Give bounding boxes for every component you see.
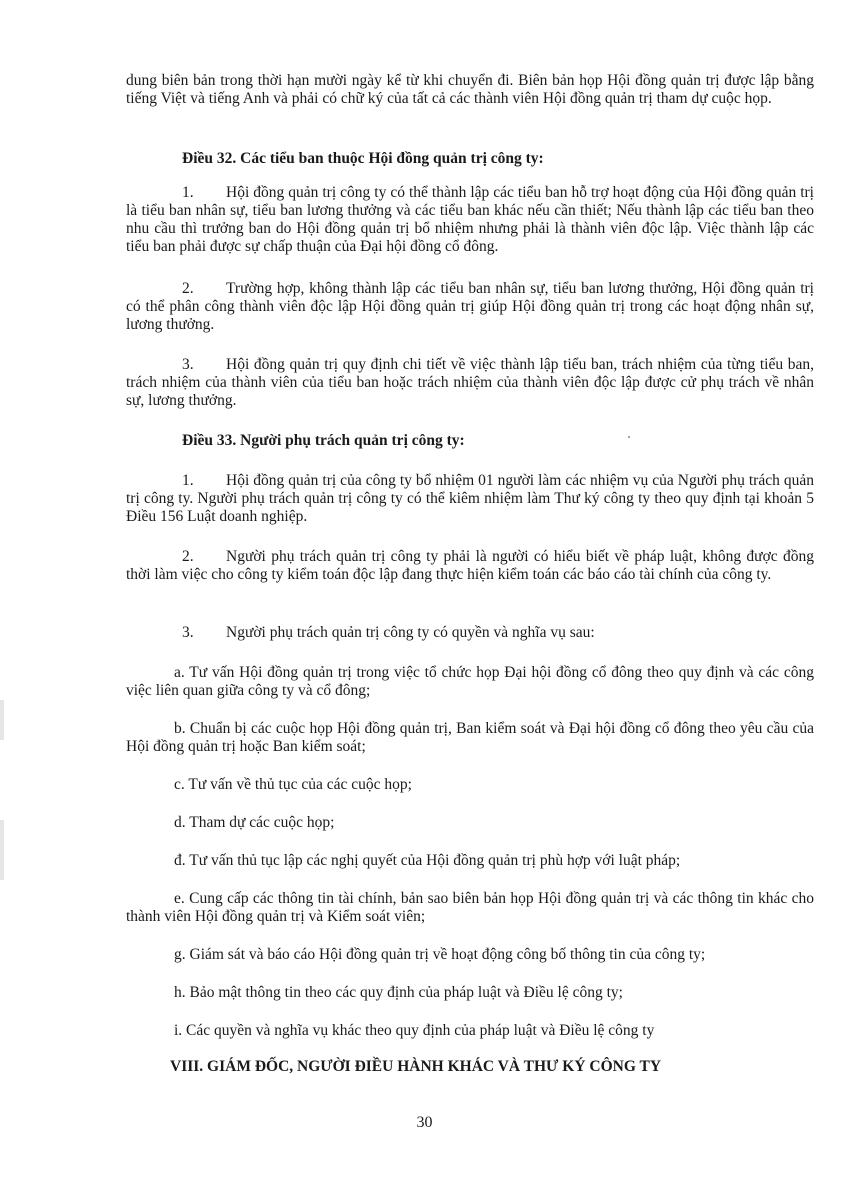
- item-text: Người phụ trách quản trị công ty phải là người có hiểu biết về pháp luật, không được đồng thời làm việc cho công ty kiểm toán độc lập đang thực hiện kiểm toán các báo cáo tài chính của công ty.: [126, 548, 814, 583]
- subitem-e: e. Cung cấp các thông tin tài chính, bản sao biên bản họp Hội đồng quản trị và các thông tin khác cho thành viên Hội đồng quản trị và Kiểm soát viên;: [126, 890, 814, 925]
- item-number: 1.: [182, 184, 194, 201]
- item-text: Người phụ trách quản trị công ty có quyền và nghĩa vụ sau:: [226, 624, 595, 641]
- subitem-g: g. Giám sát và báo cáo Hội đồng quản trị về hoạt động công bố thông tin của công ty;: [174, 946, 706, 963]
- subitem-i: i. Các quyền và nghĩa vụ khác theo quy định của pháp luật và Điều lệ công ty: [174, 1022, 655, 1039]
- scan-edge-mark: [0, 820, 4, 880]
- item-number: 2.: [182, 280, 194, 297]
- page-number: 30: [416, 1114, 433, 1131]
- article-32-item-3: [126, 356, 814, 410]
- item-number: 3.: [182, 624, 194, 641]
- item-text: Hội đồng quản trị công ty có thể thành lập các tiểu ban hỗ trợ hoạt động của Hội đồng quản trị là tiểu ban nhân sự, tiểu ban lương thưởng và các tiểu ban khác nếu cần thiết; Nếu thành lập các tiểu ban theo nhu cầu thì trưởng ban do Hội đồng quản trị bổ nhiệm nhưng phải là thành viên độc lập. Việc thành lập các tiểu ban phải được sự chấp thuận của Đại hội đồng cổ đông.: [126, 184, 814, 255]
- article-33-heading: Điều 33. Người phụ trách quản trị công ty:: [182, 432, 465, 449]
- subitem-d: d. Tham dự các cuộc họp;: [174, 814, 335, 831]
- scan-edge-mark: [0, 700, 4, 740]
- subitem-b: b. Chuẩn bị các cuộc họp Hội đồng quản trị, Ban kiểm soát và Đại hội đồng cổ đông theo yêu cầu của Hội đồng quản trị hoặc Ban kiểm soát;: [126, 720, 814, 755]
- subitem-a: a. Tư vấn Hội đồng quản trị trong việc tổ chức họp Đại hội đồng cổ đông theo quy định và các công việc liên quan giữa công ty và cổ đông;: [126, 664, 814, 699]
- article-33-item-3: [126, 624, 814, 642]
- article-33-item-1: [126, 472, 814, 526]
- article-33-item-2: [126, 548, 814, 584]
- item-number: 3.: [182, 356, 194, 373]
- subitem-dd: đ. Tư vấn thủ tục lập các nghị quyết của Hội đồng quản trị phù hợp với luật pháp;: [174, 852, 681, 869]
- article-32-heading: Điều 32. Các tiểu ban thuộc Hội đồng quản trị công ty:: [182, 150, 544, 167]
- section-8-heading: VIII. GIÁM ĐỐC, NGƯỜI ĐIỀU HÀNH KHÁC VÀ THƯ KÝ CÔNG TY: [170, 1058, 662, 1075]
- subitem-c: c. Tư vấn về thủ tục của các cuộc họp;: [174, 776, 412, 793]
- item-text: Hội đồng quản trị của công ty bổ nhiệm 01 người làm các nhiệm vụ của Người phụ trách quản trị công ty. Người phụ trách quản trị công ty có thể kiêm nhiệm làm Thư ký công ty theo quy định tại khoản 5 Điều 156 Luật doanh nghiệp.: [126, 472, 814, 525]
- intro-paragraph: dung biên bản trong thời hạn mười ngày kể từ khi chuyển đi. Biên bản họp Hội đồng quản trị được lập bằng tiếng Việt và tiếng Anh và phải có chữ ký của tất cả các thành viên Hội đồng quản trị tham dự cuộc họp.: [126, 72, 814, 107]
- article-32-item-2: [126, 280, 814, 334]
- article-32-item-1: [126, 184, 814, 256]
- item-text: Trường hợp, không thành lập các tiểu ban nhân sự, tiểu ban lương thưởng, Hội đồng quản trị có thể phân công thành viên độc lập Hội đồng quản trị giúp Hội đồng quản trị trong các hoạt động nhân sự, lương thưởng.: [126, 280, 814, 333]
- item-number: 2.: [182, 548, 194, 565]
- item-text: Hội đồng quản trị quy định chi tiết về việc thành lập tiểu ban, trách nhiệm của từng tiểu ban, trách nhiệm của thành viên của tiểu ban hoặc trách nhiệm của thành viên độc lập được cử phụ trách về nhân sự, lương thưởng.: [126, 356, 814, 409]
- subitem-h: h. Bảo mật thông tin theo các quy định của pháp luật và Điều lệ công ty;: [174, 984, 623, 1001]
- item-number: 1.: [182, 472, 194, 489]
